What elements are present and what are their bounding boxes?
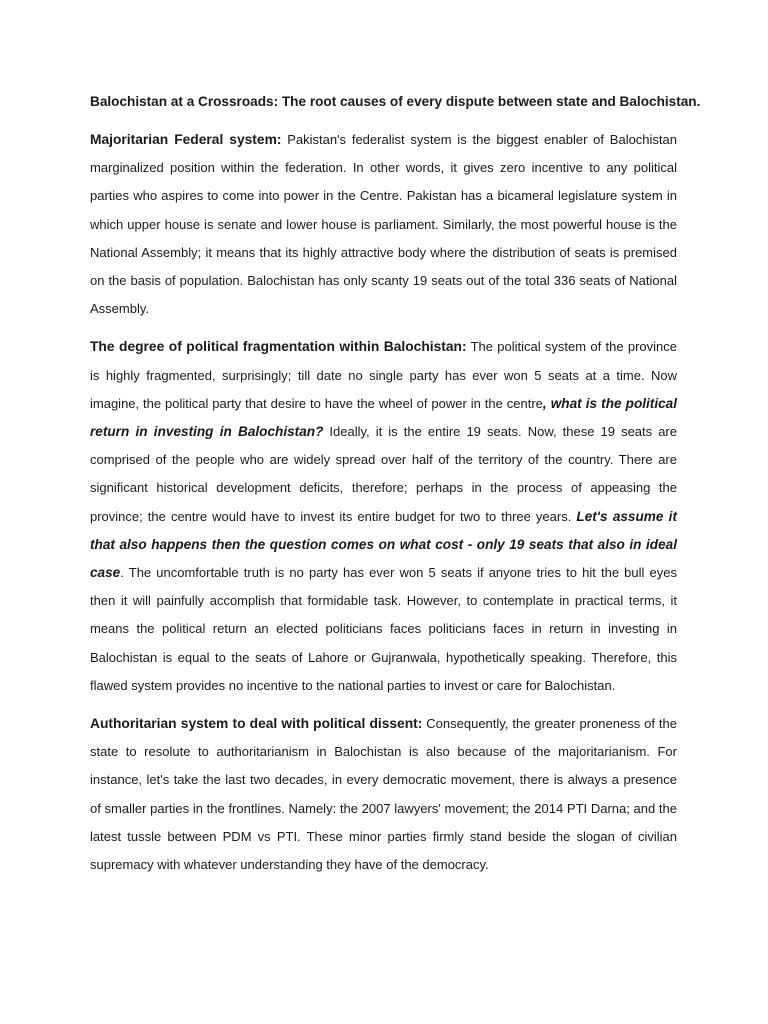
document-title: Balochistan at a Crossroads: The root causes of every dispute between state and Balochistan. [90,94,701,109]
document-page [90,92,701,916]
body-text: Ideally, it is the entire 19 seats. Now, these 19 seats are comprised of the people who are widely spread over half of the territory of the country. There are significant historical development deficits, therefore; perhaps in the process of appeasing the province; the centre would have to invest its entire budget for two to three years. [90,424,677,524]
emphasized-question: Let's assume it that also happens then the question comes on what cost - only 19 seats that also in ideal case [90,508,677,581]
section-political-fragmentation [90,333,677,700]
section-majoritarian-federal-system [90,126,677,323]
section-heading: The degree of political fragmentation within Balochistan: [90,339,467,355]
emphasized-question: , what is the political return in investing in Balochistan? [90,395,678,440]
body-text: Consequently, the greater proneness of the state to resolute to authoritarianism in Balochistan is also because of the majoritarianism. For instance, let's take the last two decades, in every democratic movement, there is always a presence of smaller parties in the frontlines. Namely: the 2007 lawyers' movement; the 2014 PTI Darna; and the latest tussle between PDM vs PTI. These minor parties firmly stand beside the slogan of civilian supremacy with whatever understanding they have of the democracy. [90,716,677,873]
body-text: The political system of the province is highly fragmented, surprisingly; till date no single party has ever won 5 seats at a time. Now imagine, the political party that desire to have the wheel of power in the centre [90,339,677,411]
section-heading: Majoritarian Federal system: [90,132,282,147]
section-heading: Authoritarian system to deal with political dissent: [90,716,423,732]
body-text: Pakistan's federalist system is the biggest enabler of Balochistan marginalized position within the federation. In other words, it gives zero incentive to any political parties who aspires to come into power in the Centre. Pakistan has a bicameral legislature system in which upper house is senate and lower house is parliament. Similarly, the most powerful house is the National Assembly; it means that its highly attractive body where the distribution of seats is premised on the basis of population. Balochistan has only scanty 19 seats out of the total 336 seats of National Assembly. [90,132,678,317]
section-authoritarian-system [90,710,677,906]
body-text: . The uncomfortable truth is no party has ever won 5 seats if anyone tries to hit the bull eyes then it will painfully accomplish that formidable task. However, to contemplate in practical terms, it means the political return an elected politicians faces politicians faces in return in investing in Balochistan is equal to the seats of Lahore or Gujranwala, hypothetically speaking. Therefore, this flawed system provides no incentive to the national parties to invest or care for Balochistan. [90,565,677,693]
